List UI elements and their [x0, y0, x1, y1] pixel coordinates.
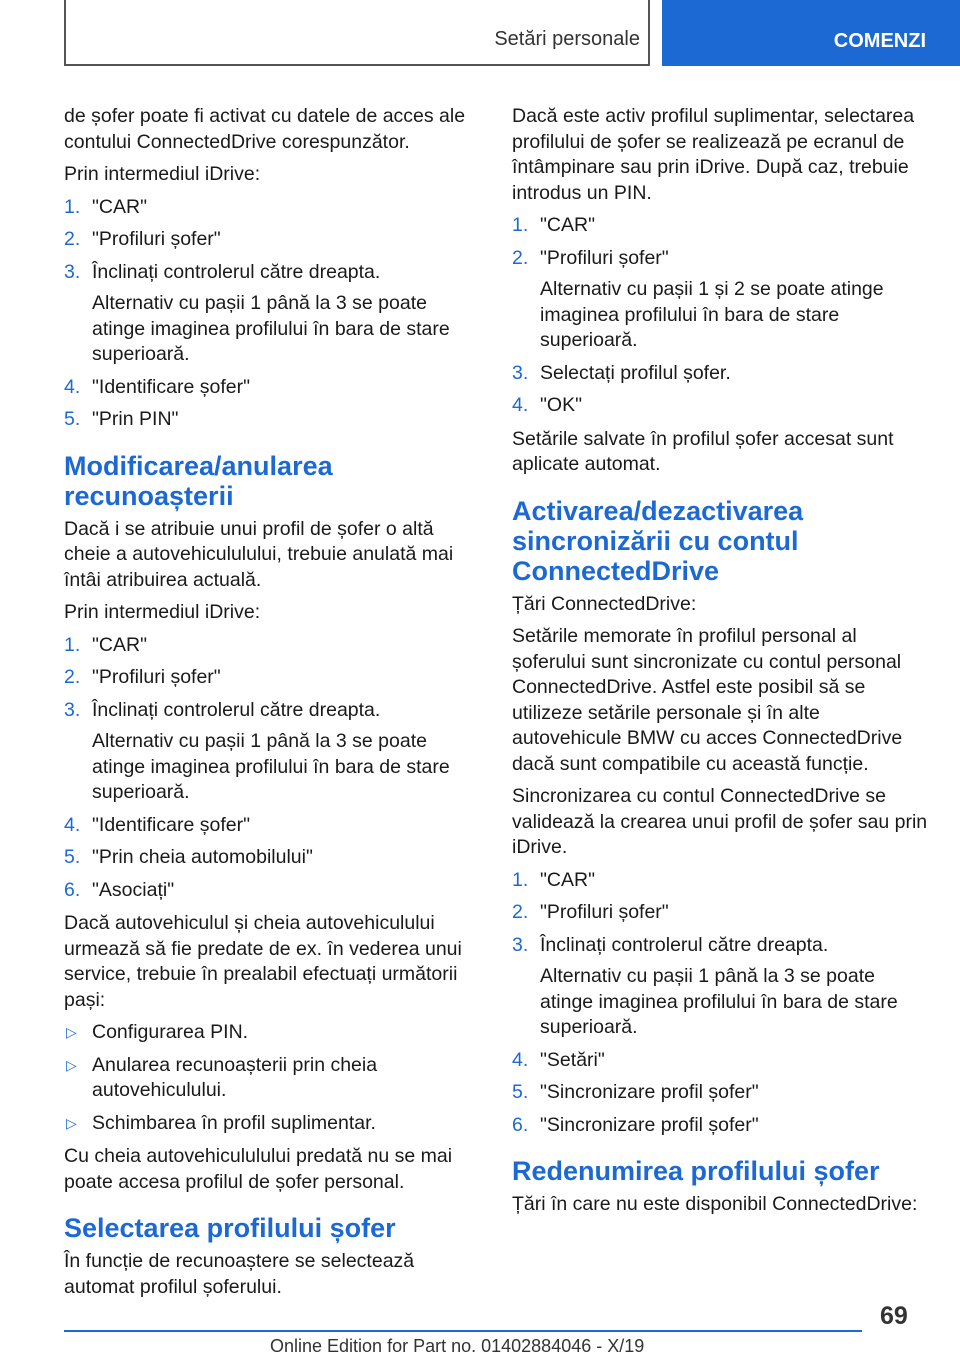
step-number: 6. [512, 1113, 529, 1136]
step-text: "Identificare șofer" [92, 813, 250, 836]
step-note: Alternativ cu pașii 1 până la 3 se poate atinge imaginea profilului în bara de stare superioară. [92, 730, 450, 803]
step-text: Înclinați controlerul către dreapta. [92, 260, 381, 283]
step-text: "Profiluri șofer" [540, 246, 669, 269]
step-list [64, 195, 480, 433]
step-list [512, 868, 932, 1139]
list-item [512, 1048, 932, 1074]
footer-edition: Online Edition for Part no. 01402884046 - X/19 [270, 1336, 645, 1356]
list-item [512, 1080, 932, 1106]
step-number: 3. [64, 698, 81, 721]
step-text: "CAR" [540, 214, 596, 236]
paragraph: Țări în care nu este disponibil ConnectedDrive: [512, 1193, 918, 1215]
list-item [64, 1111, 480, 1137]
list-item [64, 375, 480, 401]
step-number: 3. [64, 260, 81, 283]
header-rule-left [64, 0, 66, 66]
step-text: Înclinați controlerul către dreapta. [92, 698, 381, 721]
step-number: 2. [512, 246, 529, 269]
step-number: 5. [64, 408, 81, 430]
list-item [512, 246, 932, 354]
list-item [64, 845, 480, 871]
step-note: Alternativ cu pașii 1 până la 3 se poate atinge imaginea profilului în bara de stare superioară. [540, 965, 898, 1038]
paragraph: Sincronizarea cu contul ConnectedDrive se validează la crearea unui profil de șofer sau prin iDrive. [512, 785, 928, 858]
step-text: "CAR" [540, 868, 596, 891]
step-text: "Identificare șofer" [92, 375, 250, 398]
header-section-title: Setări personale [494, 28, 640, 50]
step-note: Alternativ cu pașii 1 până la 3 se poate atinge imaginea profilului în bara de stare superioară. [92, 292, 450, 365]
step-note: Alternativ cu pașii 1 și 2 se poate atinge imaginea profilului în bara de stare superioară. [540, 278, 884, 351]
step-number: 4. [64, 813, 81, 836]
step-text: "CAR" [92, 195, 148, 218]
section-heading: Selectarea profilului șofer [64, 1213, 396, 1243]
bullet-text: Anularea recunoașterii prin cheia autovehiculului. [92, 1053, 378, 1101]
step-number: 5. [512, 1081, 529, 1103]
bullet-text: Schimbarea în profil suplimentar. [92, 1111, 376, 1134]
step-number: 1. [512, 214, 529, 236]
list-item [64, 260, 480, 368]
list-item [512, 1113, 932, 1139]
step-text: "Sincronizare profil șofer" [540, 1113, 759, 1136]
triangle-bullet-icon: ▷ [66, 1056, 77, 1073]
paragraph: Setările salvate în profilul șofer accesat sunt aplicate automat. [512, 427, 894, 475]
step-number: 2. [64, 228, 81, 250]
step-number: 1. [64, 195, 81, 218]
list-item [512, 361, 932, 387]
page-number: 69 [880, 1302, 908, 1330]
step-text: "Sincronizare profil șofer" [540, 1081, 759, 1103]
paragraph: de șofer poate fi activat cu datele de acces ale contului ConnectedDrive corespunzător. [64, 105, 466, 153]
step-number: 4. [512, 394, 529, 416]
list-item [512, 900, 932, 926]
step-number: 2. [64, 666, 81, 688]
paragraph: Dacă i se atribuie unui profil de șofer o altă cheie a autovehicululului, trebuie anulată mai întâi atribuirea actuală. [64, 517, 454, 591]
list-item [64, 813, 480, 839]
step-text: "Prin cheia automobilului" [92, 846, 313, 868]
paragraph: Dacă este activ profilul suplimentar, selectarea profilului de șofer se realizează pe ecranul de întâmpinare sau prin iDrive. După caz, trebuie introdus un PIN. [512, 105, 915, 204]
step-list [64, 633, 480, 904]
paragraph: Țări ConnectedDrive: [512, 592, 697, 615]
list-item [512, 868, 932, 894]
step-text: "OK" [540, 394, 583, 416]
step-number: 3. [512, 361, 529, 384]
left-column [64, 104, 480, 1307]
paragraph: Prin intermediul iDrive: [64, 163, 261, 185]
step-text: "Profiluri șofer" [92, 228, 221, 250]
step-number: 1. [512, 868, 529, 891]
step-text: Selectați profilul șofer. [540, 361, 731, 384]
step-number: 6. [64, 878, 81, 901]
section-heading: Activarea/dezactivarea sincronizării cu contul ConnectedDrive [512, 495, 804, 586]
header-chapter-tab [662, 0, 960, 66]
header-rule-right [648, 0, 650, 66]
triangle-bullet-icon: ▷ [66, 1024, 77, 1040]
header-chapter-label: COMENZI [833, 30, 926, 52]
step-text: "Profiluri șofer" [92, 666, 221, 688]
paragraph: Dacă autovehiculul și cheia autovehiculului urmează să fie predate de ex. în vederea unui service, trebuie în prealabil efectuați următorii pași: [64, 912, 462, 1011]
list-item [64, 665, 480, 691]
bullet-text: Configurarea PIN. [92, 1021, 249, 1043]
list-item [64, 878, 480, 904]
bullet-list [64, 1020, 480, 1136]
list-item [64, 407, 480, 433]
list-item [64, 195, 480, 221]
list-item [64, 633, 480, 659]
paragraph: Setările memorate în profilul personal al șoferului sunt sincronizate cu contul personal ConnectedDrive. Astfel este posibil să se utilizeze setările personale și în alte autovehicule BMW cu acces ConnectedDrive dacă sunt compatibile cu această funcție. [512, 625, 903, 775]
list-item [512, 933, 932, 1041]
list-item [64, 698, 480, 806]
footer-rule [64, 1330, 862, 1332]
step-text: "Setări" [540, 1048, 605, 1071]
list-item [64, 227, 480, 253]
paragraph: În funcție de recunoaștere se selectează automat profilul șoferului. [64, 1250, 415, 1298]
step-number: 4. [512, 1048, 529, 1071]
list-item [64, 1053, 480, 1104]
paragraph: Prin intermediul iDrive: [64, 601, 261, 623]
right-column [512, 104, 932, 1225]
step-number: 5. [64, 846, 81, 868]
list-item [512, 393, 932, 419]
step-text: Înclinați controlerul către dreapta. [540, 933, 829, 956]
section-heading: Modificarea/anularea recunoașterii [64, 450, 333, 511]
step-number: 3. [512, 933, 529, 956]
step-list [512, 213, 932, 419]
header-rule-bottom [64, 64, 650, 66]
triangle-bullet-icon: ▷ [66, 1114, 77, 1131]
step-text: "Profiluri șofer" [540, 901, 669, 923]
list-item [64, 1020, 480, 1046]
step-number: 1. [64, 633, 81, 656]
step-text: "Asociați" [92, 878, 175, 901]
step-text: "CAR" [92, 633, 148, 656]
step-text: "Prin PIN" [92, 408, 179, 430]
list-item [512, 213, 932, 239]
step-number: 4. [64, 375, 81, 398]
step-number: 2. [512, 901, 529, 923]
paragraph: Cu cheia autovehicululului predată nu se mai poate accesa profilul de șofer personal. [64, 1145, 453, 1193]
section-heading: Redenumirea profilului șofer [512, 1156, 880, 1186]
